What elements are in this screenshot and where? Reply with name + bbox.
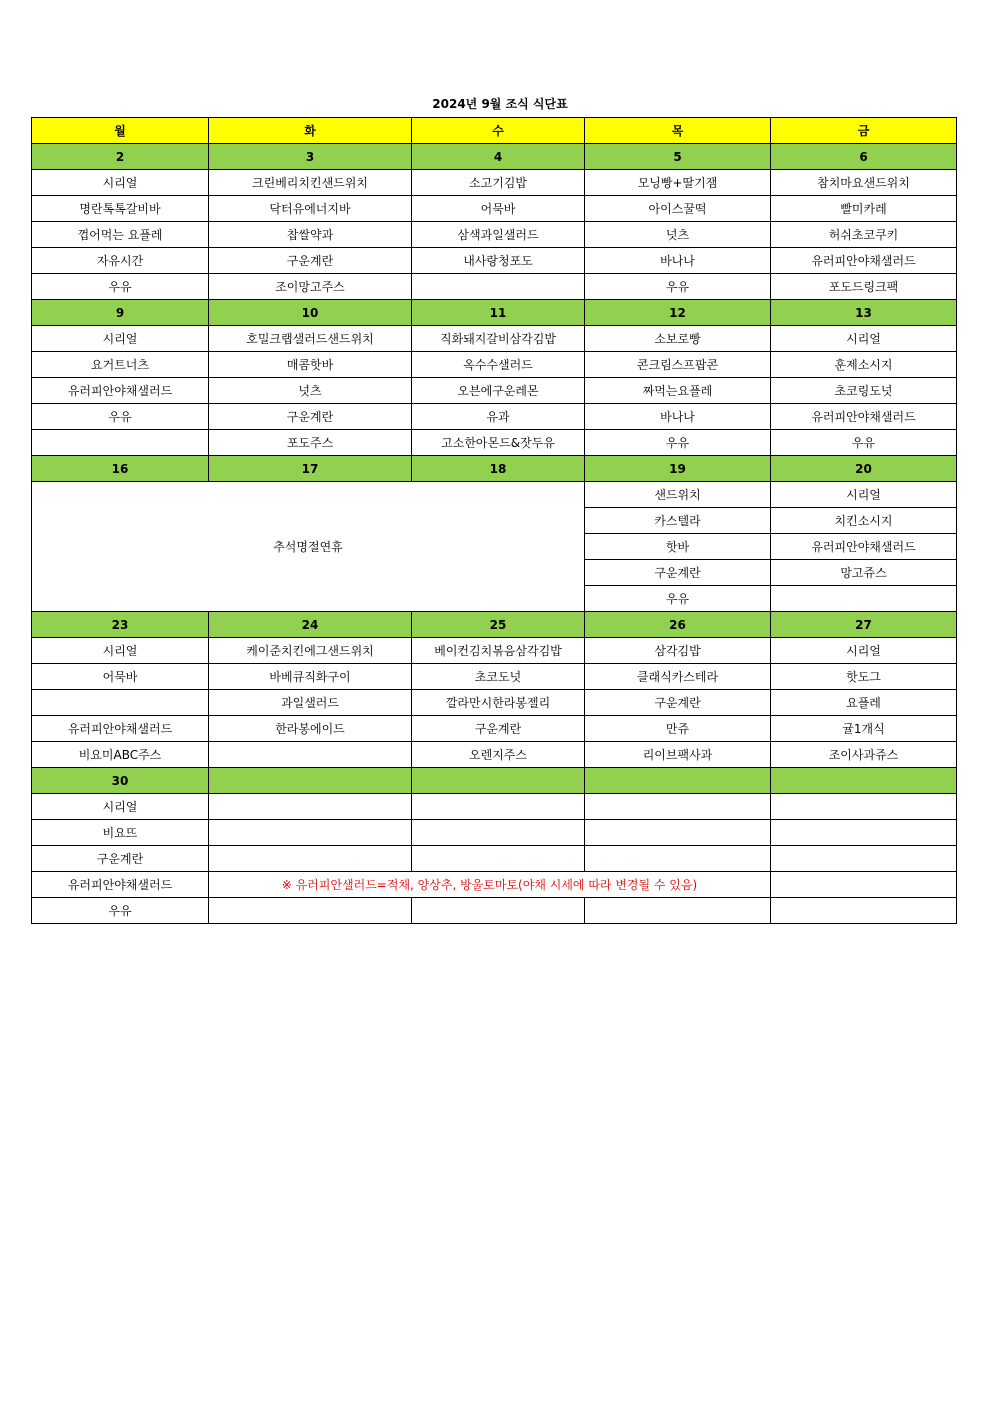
menu-cell: 짜먹는요플레 — [585, 378, 771, 404]
menu-cell: 구운계란 — [412, 716, 585, 742]
menu-cell: 빨미카레 — [771, 196, 957, 222]
date-cell — [585, 768, 771, 794]
week1-date-row — [32, 144, 957, 170]
empty-cell — [412, 794, 585, 820]
date-cell: 23 — [32, 612, 209, 638]
menu-cell: 크린베리치킨샌드위치 — [209, 170, 412, 196]
day-header-fri: 금 — [771, 118, 957, 144]
empty-cell — [412, 820, 585, 846]
menu-cell: 비요뜨 — [32, 820, 209, 846]
menu-cell: 유러피안야채샐러드 — [771, 534, 957, 560]
menu-cell: 어묵바 — [32, 664, 209, 690]
menu-cell: 시리얼 — [771, 482, 957, 508]
menu-cell: 아이스꿀떡 — [585, 196, 771, 222]
table-row — [32, 742, 957, 768]
menu-cell: 매콤핫바 — [209, 352, 412, 378]
menu-cell: 망고쥬스 — [771, 560, 957, 586]
menu-cell: 시리얼 — [771, 638, 957, 664]
week2-date-row — [32, 300, 957, 326]
menu-cell: 허쉬초코쿠키 — [771, 222, 957, 248]
day-header-row — [32, 118, 957, 144]
date-cell: 4 — [412, 144, 585, 170]
empty-cell — [771, 846, 957, 872]
date-cell: 6 — [771, 144, 957, 170]
menu-cell: 호밀크랩샐러드샌드위치 — [209, 326, 412, 352]
empty-cell — [771, 794, 957, 820]
date-cell: 17 — [209, 456, 412, 482]
table-row — [32, 378, 957, 404]
menu-cell: 오렌지주스 — [412, 742, 585, 768]
day-header-thu: 목 — [585, 118, 771, 144]
menu-cell: 귤1개식 — [771, 716, 957, 742]
menu-cell: 훈제소시지 — [771, 352, 957, 378]
empty-cell — [585, 898, 771, 924]
table-row — [32, 898, 957, 924]
menu-cell: 과일샐러드 — [209, 690, 412, 716]
menu-cell: 어묵바 — [412, 196, 585, 222]
menu-cell: 바베큐직화구이 — [209, 664, 412, 690]
menu-cell: 샌드위치 — [585, 482, 771, 508]
menu-cell: 구운계란 — [32, 846, 209, 872]
menu-cell — [32, 690, 209, 716]
table-row — [32, 170, 957, 196]
empty-cell — [209, 846, 412, 872]
menu-cell — [32, 430, 209, 456]
date-cell: 13 — [771, 300, 957, 326]
menu-cell: 초코링도넛 — [771, 378, 957, 404]
empty-cell — [209, 820, 412, 846]
menu-cell: 클래식카스테라 — [585, 664, 771, 690]
menu-cell: 구운계란 — [209, 248, 412, 274]
menu-cell: 핫바 — [585, 534, 771, 560]
menu-cell: 우유 — [32, 274, 209, 300]
menu-cell: 고소한아몬드&잣두유 — [412, 430, 585, 456]
menu-cell: 소보로빵 — [585, 326, 771, 352]
menu-cell: 포도드링크팩 — [771, 274, 957, 300]
menu-cell: 핫도그 — [771, 664, 957, 690]
menu-cell: 콘크림스프팝콘 — [585, 352, 771, 378]
menu-cell: 유러피안야채샐러드 — [771, 404, 957, 430]
menu-cell: 리이브팩사과 — [585, 742, 771, 768]
date-cell — [771, 768, 957, 794]
empty-cell — [771, 872, 957, 898]
date-cell: 30 — [32, 768, 209, 794]
menu-cell: 시리얼 — [32, 170, 209, 196]
menu-cell: 구운계란 — [209, 404, 412, 430]
date-cell — [209, 768, 412, 794]
table-row — [32, 716, 957, 742]
menu-cell — [412, 274, 585, 300]
menu-cell: 요거트너츠 — [32, 352, 209, 378]
menu-cell: 바나나 — [585, 404, 771, 430]
menu-cell: 구운계란 — [585, 690, 771, 716]
menu-cell: 껍어먹는 요플레 — [32, 222, 209, 248]
table-row — [32, 482, 957, 508]
menu-cell — [209, 742, 412, 768]
empty-cell — [412, 898, 585, 924]
menu-cell: 우유 — [585, 586, 771, 612]
menu-cell: 유러피안야채샐러드 — [771, 248, 957, 274]
menu-cell: 유러피안야채샐러드 — [32, 716, 209, 742]
menu-cell: 비요미ABC주스 — [32, 742, 209, 768]
date-cell: 3 — [209, 144, 412, 170]
menu-cell: 포도주스 — [209, 430, 412, 456]
menu-cell: 모닝빵+딸기잼 — [585, 170, 771, 196]
menu-cell: 내사랑청포도 — [412, 248, 585, 274]
empty-cell — [585, 820, 771, 846]
menu-table — [31, 117, 957, 924]
menu-cell: 소고기김밥 — [412, 170, 585, 196]
menu-cell: 명란톡톡갈비바 — [32, 196, 209, 222]
date-cell: 27 — [771, 612, 957, 638]
menu-cell: 참치마요샌드위치 — [771, 170, 957, 196]
menu-cell: 닥터유에너지바 — [209, 196, 412, 222]
menu-cell: 삼색과일샐러드 — [412, 222, 585, 248]
week5-date-row — [32, 768, 957, 794]
table-row — [32, 846, 957, 872]
table-row — [32, 794, 957, 820]
table-row — [32, 352, 957, 378]
date-cell: 2 — [32, 144, 209, 170]
menu-cell: 케이준치킨에그샌드위치 — [209, 638, 412, 664]
day-header-mon: 월 — [32, 118, 209, 144]
menu-cell: 직화돼지갈비삼각김밥 — [412, 326, 585, 352]
table-row — [32, 690, 957, 716]
menu-cell: 유과 — [412, 404, 585, 430]
menu-cell: 베이컨김치볶음삼각김밥 — [412, 638, 585, 664]
date-cell: 12 — [585, 300, 771, 326]
empty-cell — [585, 846, 771, 872]
empty-cell — [209, 794, 412, 820]
menu-cell: 넛츠 — [585, 222, 771, 248]
menu-cell: 카스텔라 — [585, 508, 771, 534]
table-row — [32, 404, 957, 430]
date-cell: 10 — [209, 300, 412, 326]
menu-cell: 시리얼 — [32, 794, 209, 820]
empty-cell — [771, 898, 957, 924]
salad-note: ※ 유러피안샐러드=적채, 양상추, 방울토마토(야채 시세에 따라 변경될 수 있음) — [209, 872, 771, 898]
table-row — [32, 664, 957, 690]
menu-cell: 우유 — [771, 430, 957, 456]
day-header-wed: 수 — [412, 118, 585, 144]
date-cell: 25 — [412, 612, 585, 638]
day-header-tue: 화 — [209, 118, 412, 144]
empty-cell — [585, 794, 771, 820]
menu-cell: 초코도넛 — [412, 664, 585, 690]
menu-cell: 바나나 — [585, 248, 771, 274]
page-title: 2024년 9월 조식 식단표 — [432, 97, 568, 111]
menu-cell: 시리얼 — [32, 638, 209, 664]
menu-cell: 치킨소시지 — [771, 508, 957, 534]
menu-cell: 우유 — [585, 430, 771, 456]
menu-cell — [771, 586, 957, 612]
menu-cell: 시리얼 — [771, 326, 957, 352]
date-cell — [412, 768, 585, 794]
menu-cell: 구운계란 — [585, 560, 771, 586]
table-row — [32, 274, 957, 300]
date-cell: 24 — [209, 612, 412, 638]
empty-cell — [209, 898, 412, 924]
table-row — [32, 248, 957, 274]
menu-cell: 우유 — [32, 404, 209, 430]
menu-cell: 깔라만시한라봉젤리 — [412, 690, 585, 716]
menu-cell: 오븐에구운레몬 — [412, 378, 585, 404]
menu-cell: 유러피안야채샐러드 — [32, 872, 209, 898]
date-cell: 11 — [412, 300, 585, 326]
empty-cell — [771, 820, 957, 846]
menu-cell: 유러피안야채샐러드 — [32, 378, 209, 404]
date-cell: 5 — [585, 144, 771, 170]
date-cell: 16 — [32, 456, 209, 482]
menu-cell: 요플레 — [771, 690, 957, 716]
table-row — [32, 222, 957, 248]
menu-cell: 조이사과쥬스 — [771, 742, 957, 768]
menu-cell: 자유시간 — [32, 248, 209, 274]
menu-cell: 우유 — [32, 898, 209, 924]
table-row — [32, 638, 957, 664]
week3-date-row — [32, 456, 957, 482]
holiday-cell: 추석명절연휴 — [32, 482, 585, 612]
menu-cell: 우유 — [585, 274, 771, 300]
date-cell: 26 — [585, 612, 771, 638]
date-cell: 9 — [32, 300, 209, 326]
menu-cell: 넛츠 — [209, 378, 412, 404]
empty-cell — [412, 846, 585, 872]
menu-cell: 만쥬 — [585, 716, 771, 742]
date-cell: 20 — [771, 456, 957, 482]
date-cell: 18 — [412, 456, 585, 482]
menu-cell: 옥수수샐러드 — [412, 352, 585, 378]
menu-cell: 찹쌀약과 — [209, 222, 412, 248]
menu-cell: 시리얼 — [32, 326, 209, 352]
menu-cell: 한라봉에이드 — [209, 716, 412, 742]
table-row — [32, 326, 957, 352]
table-row — [32, 872, 957, 898]
menu-cell: 조이망고주스 — [209, 274, 412, 300]
date-cell: 19 — [585, 456, 771, 482]
table-row — [32, 820, 957, 846]
table-row — [32, 430, 957, 456]
menu-cell: 삼각김밥 — [585, 638, 771, 664]
week4-date-row — [32, 612, 957, 638]
table-row — [32, 196, 957, 222]
